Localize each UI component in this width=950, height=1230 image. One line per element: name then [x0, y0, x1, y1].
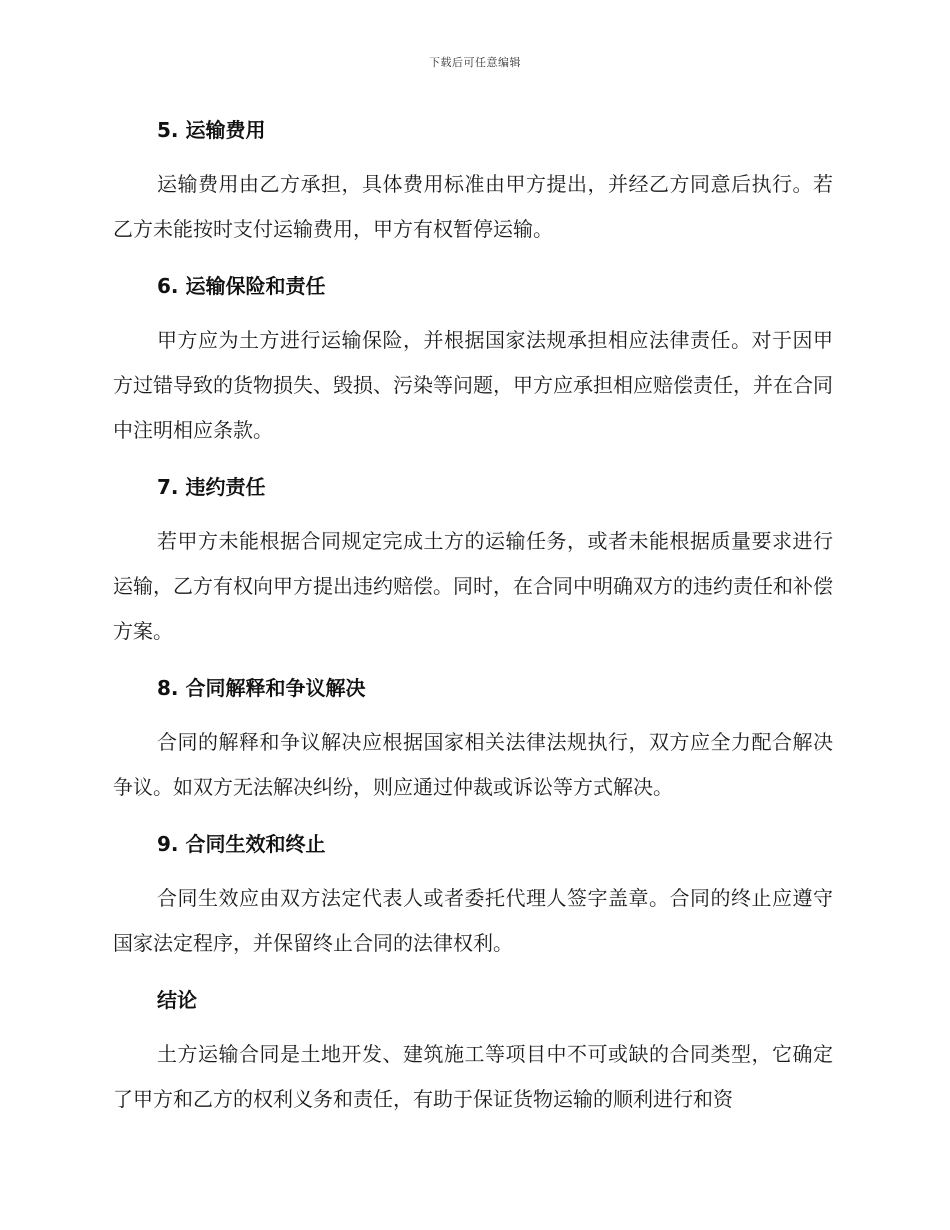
section-heading-breach: 7. 违约责任: [157, 475, 266, 499]
section-paragraph-conclusion: 土方运输合同是土地开发、建筑施工等项目中不可或缺的合同类型，它确定了甲方和乙方的权利义务和责任，有助于保证货物运输的顺利进行和资: [113, 1042, 833, 1111]
document-body: [113, 112, 833, 1138]
section-heading-conclusion: 结论: [157, 988, 197, 1012]
section-paragraph-disputes: 合同的解释和争议解决应根据国家相关法律法规执行，双方应全力配合解决争议。如双方无法解决纠纷，则应通过仲裁或诉讼等方式解决。: [113, 730, 833, 799]
section-paragraph-effect: 合同生效应由双方法定代表人或者委托代理人签字盖章。合同的终止应遵守国家法定程序，并保留终止合同的法律权利。: [113, 886, 833, 955]
page-header-note: 下载后可任意编辑: [429, 56, 521, 69]
section-paragraph-fees: 运输费用由乙方承担，具体费用标准由甲方提出，并经乙方同意后执行。若乙方未能按时支付运输费用，甲方有权暂停运输。: [113, 172, 833, 241]
section-heading-disputes: 8. 合同解释和争议解决: [157, 676, 366, 700]
section-paragraph-insurance: 甲方应为土方进行运输保险，并根据国家法规承担相应法律责任。对于因甲方过错导致的货物损失、毁损、污染等问题，甲方应承担相应赔偿责任，并在合同中注明相应条款。: [113, 328, 833, 442]
section-heading-fees: 5. 运输费用: [157, 118, 266, 142]
section-heading-insurance: 6. 运输保险和责任: [157, 274, 326, 298]
section-paragraph-breach: 若甲方未能根据合同规定完成土方的运输任务，或者未能根据质量要求进行运输，乙方有权向甲方提出违约赔偿。同时，在合同中明确双方的违约责任和补偿方案。: [113, 529, 833, 643]
section-heading-effect: 9. 合同生效和终止: [157, 832, 326, 856]
